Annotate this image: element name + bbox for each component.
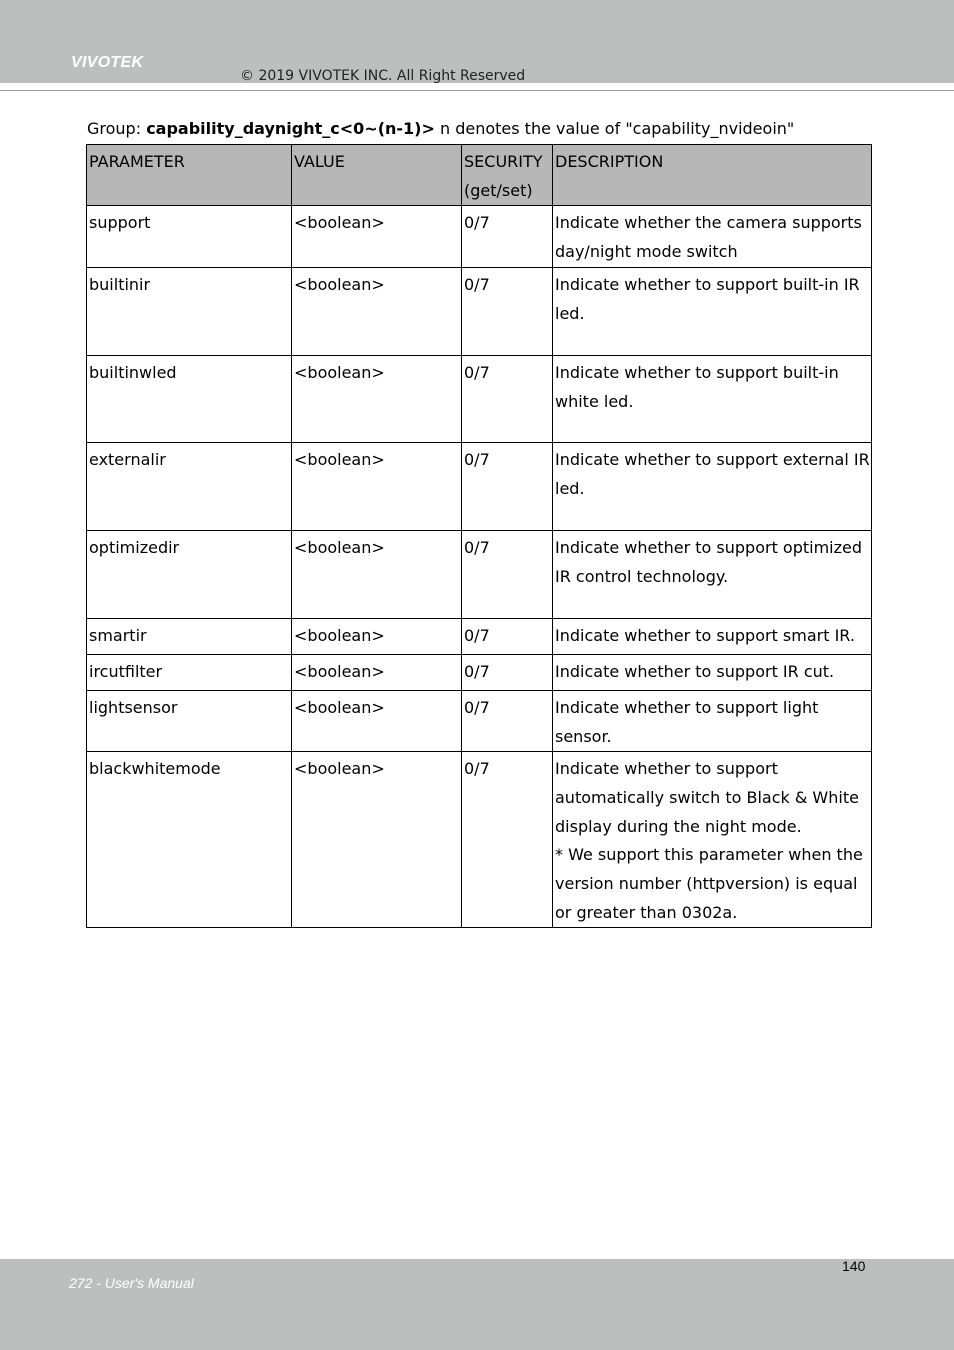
cell-parameter: optimizedir <box>87 530 292 618</box>
cell-value: <boolean> <box>292 530 462 618</box>
cell-security: 0/7 <box>462 530 553 618</box>
cell-description: Indicate whether to support optimized IR control technology. <box>553 530 872 618</box>
cell-description: Indicate whether the camera supports day/night mode switch <box>553 206 872 267</box>
table-row <box>87 690 872 751</box>
cell-security: 0/7 <box>462 654 553 690</box>
brand-logo: VIVOTEK <box>71 54 144 71</box>
header-description: DESCRIPTION <box>553 145 872 206</box>
cell-value: <boolean> <box>292 267 462 355</box>
group-heading <box>87 119 794 138</box>
table-row <box>87 752 872 928</box>
cell-parameter: builtinwled <box>87 355 292 442</box>
table-header-row <box>87 145 872 206</box>
cell-value: <boolean> <box>292 690 462 751</box>
header-value: VALUE <box>292 145 462 206</box>
cell-value: <boolean> <box>292 752 462 928</box>
cell-parameter: builtinir <box>87 267 292 355</box>
footer-band <box>0 1259 954 1350</box>
cell-description: Indicate whether to support external IR led. <box>553 442 872 530</box>
group-prefix: Group: <box>87 119 147 138</box>
cell-description: Indicate whether to support built-in IR led. <box>553 267 872 355</box>
table-row <box>87 654 872 690</box>
version-note: * We support this parameter when the version number (httpversion) is equal or greater than 0302a. <box>555 845 863 922</box>
cell-parameter: smartir <box>87 618 292 654</box>
cell-description: Indicate whether to support IR cut. <box>553 654 872 690</box>
cell-description: Indicate whether to support smart IR. <box>553 618 872 654</box>
cell-parameter: lightsensor <box>87 690 292 751</box>
cell-description: Indicate whether to support light sensor. <box>553 690 872 751</box>
group-suffix: n denotes the value of "capability_nvideoin" <box>434 119 795 138</box>
cell-description <box>553 752 872 928</box>
cell-value: <boolean> <box>292 206 462 267</box>
table-row <box>87 267 872 355</box>
cell-security: 0/7 <box>462 267 553 355</box>
cell-security: 0/7 <box>462 752 553 928</box>
table-row <box>87 355 872 442</box>
cell-value: <boolean> <box>292 355 462 442</box>
cell-parameter: externalir <box>87 442 292 530</box>
table-row <box>87 618 872 654</box>
cell-security: 0/7 <box>462 206 553 267</box>
cell-parameter: support <box>87 206 292 267</box>
cell-value: <boolean> <box>292 654 462 690</box>
cell-security: 0/7 <box>462 618 553 654</box>
header-divider <box>0 90 954 91</box>
cell-security: 0/7 <box>462 442 553 530</box>
header-security: SECURITY (get/set) <box>462 145 553 206</box>
table-row <box>87 206 872 267</box>
cell-security: 0/7 <box>462 355 553 442</box>
cell-value: <boolean> <box>292 618 462 654</box>
page-number: 140 <box>842 1258 866 1274</box>
cell-security: 0/7 <box>462 690 553 751</box>
group-name: capability_daynight_c<0~(n-1)> <box>146 119 435 138</box>
cell-description: Indicate whether to support built-in white led. <box>553 355 872 442</box>
parameter-table <box>86 144 872 928</box>
cell-value: <boolean> <box>292 442 462 530</box>
header-parameter: PARAMETER <box>87 145 292 206</box>
manual-reference: 272 - User's Manual <box>69 1275 194 1291</box>
copyright-text: © 2019 VIVOTEK INC. All Right Reserved <box>240 68 526 84</box>
cell-parameter: blackwhitemode <box>87 752 292 928</box>
description-text: Indicate whether to support automatically switch to Black & White display during the night mode. <box>555 759 859 836</box>
table-row <box>87 442 872 530</box>
table-row <box>87 530 872 618</box>
cell-parameter: ircutfilter <box>87 654 292 690</box>
